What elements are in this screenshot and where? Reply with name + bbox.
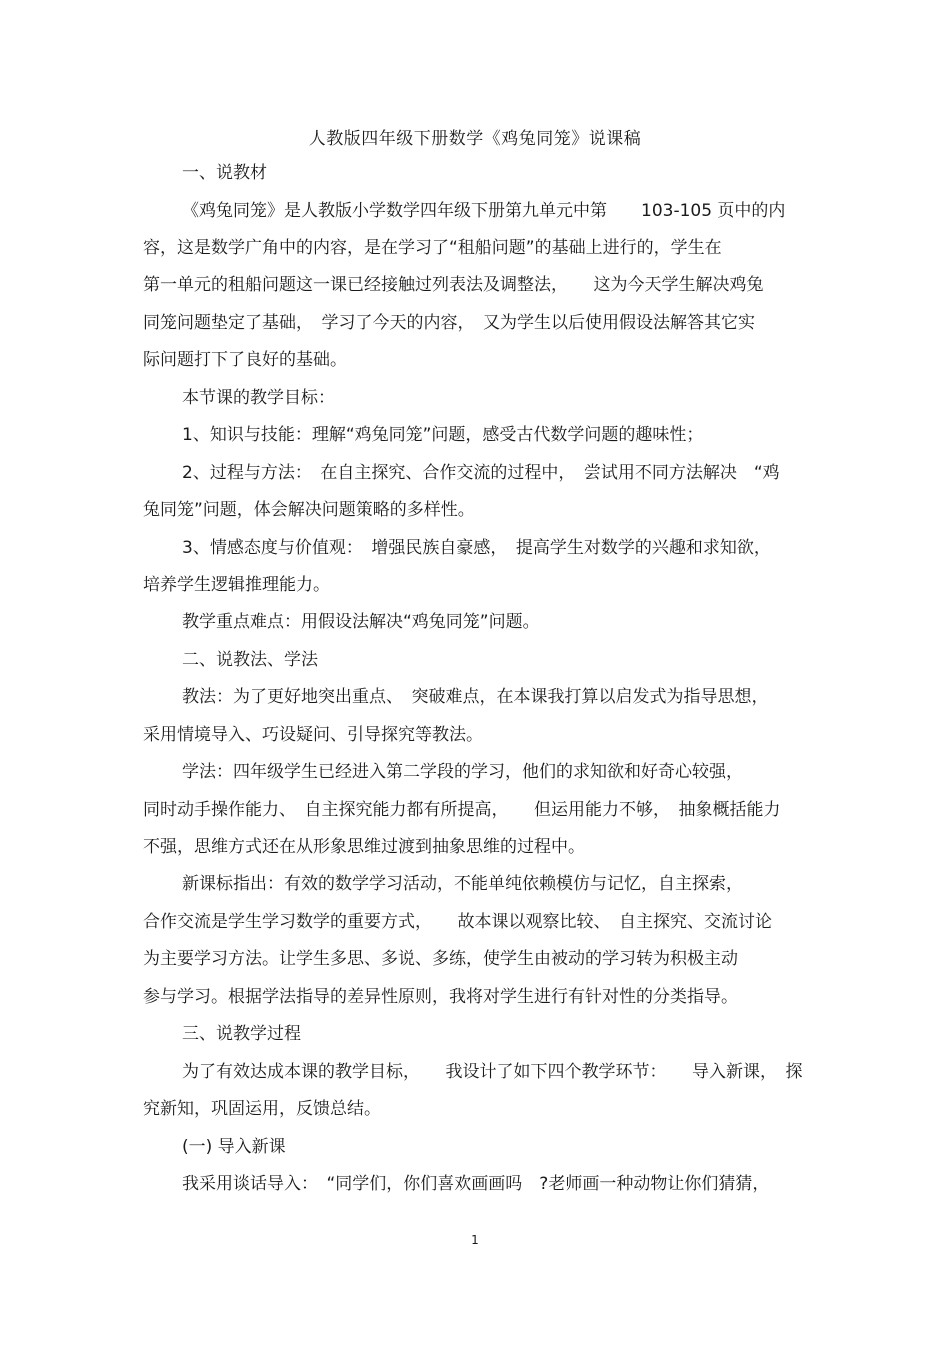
paragraph-line: 我采用谈话导入： “同学们，你们喜欢画画吗 ?老师画一种动物让你们猜猜， — [182, 1174, 770, 1194]
paragraph-line: 采用情境导入、巧设疑问、引导探究等教法。 — [143, 725, 483, 745]
document-title: 人教版四年级下册数学《鸡兔同笼》说课稿 — [308, 129, 642, 149]
paragraph-line: 容，这是数学广角中的内容，是在学习了“租船问题”的基础上进行的，学生在 — [143, 238, 722, 258]
paragraph-line: 教法：为了更好地突出重点、 突破难点，在本课我打算以启发式为指导思想， — [182, 687, 769, 707]
paragraph-line: 3、情感态度与价值观： 增强民族自豪感， 提高学生对数学的兴趣和求知欲， — [182, 538, 771, 558]
page-number: 1 — [471, 1233, 479, 1247]
section-heading: 二、说教法、学法 — [182, 650, 318, 670]
paragraph-line: 同笼问题垫定了基础， 学习了今天的内容， 又为学生以后使用假设法解答其它实 — [143, 313, 755, 333]
subsection-heading: (一) 导入新课 — [182, 1137, 286, 1157]
paragraph-line: 培养学生逻辑推理能力。 — [143, 575, 330, 595]
paragraph-line: 为主要学习方法。让学生多思、多说、多练，使学生由被动的学习转为积极主动 — [143, 949, 738, 969]
paragraph-line: 新课标指出：有效的数学学习活动，不能单纯依赖模仿与记忆，自主探索， — [182, 874, 743, 894]
paragraph-line: 《鸡兔同笼》是人教版小学数学四年级下册第九单元中第 103-105 页中的内 — [182, 201, 786, 221]
paragraph-line: 教学重点难点：用假设法解决“鸡兔同笼”问题。 — [182, 612, 540, 632]
paragraph-line: 不强，思维方式还在从形象思维过渡到抽象思维的过程中。 — [143, 837, 585, 857]
paragraph-line: 1、知识与技能：理解“鸡兔同笼”问题，感受古代数学问题的趣味性； — [182, 425, 704, 445]
paragraph-line: 合作交流是学生学习数学的重要方式， 故本课以观察比较、 自主探究、交流讨论 — [143, 912, 772, 932]
paragraph-line: 参与学习。根据学法指导的差异性原则，我将对学生进行有针对性的分类指导。 — [143, 987, 738, 1007]
paragraph-line: 第一单元的租船问题这一课已经接触过列表法及调整法， 这为今天学生解决鸡兔 — [143, 275, 764, 295]
paragraph-line: 学法：四年级学生已经进入第二学段的学习，他们的求知欲和好奇心较强， — [182, 762, 743, 782]
paragraph-line: 际问题打下了良好的基础。 — [143, 350, 347, 370]
paragraph-line: 本节课的教学目标： — [182, 388, 335, 408]
paragraph-line: 究新知，巩固运用，反馈总结。 — [143, 1099, 381, 1119]
paragraph-line: 2、过程与方法： 在自主探究、合作交流的过程中， 尝试用不同方法解决 “鸡 — [182, 463, 780, 483]
section-heading: 三、说教学过程 — [182, 1024, 301, 1044]
section-heading: 一、说教材 — [182, 163, 267, 183]
paragraph-line: 兔同笼”问题，体会解决问题策略的多样性。 — [143, 500, 475, 520]
paragraph-line: 为了有效达成本课的教学目标， 我设计了如下四个教学环节： 导入新课， 探 — [182, 1062, 803, 1082]
paragraph-line: 同时动手操作能力、 自主探究能力都有所提高， 但运用能力不够， 抽象概括能力 — [143, 800, 781, 820]
